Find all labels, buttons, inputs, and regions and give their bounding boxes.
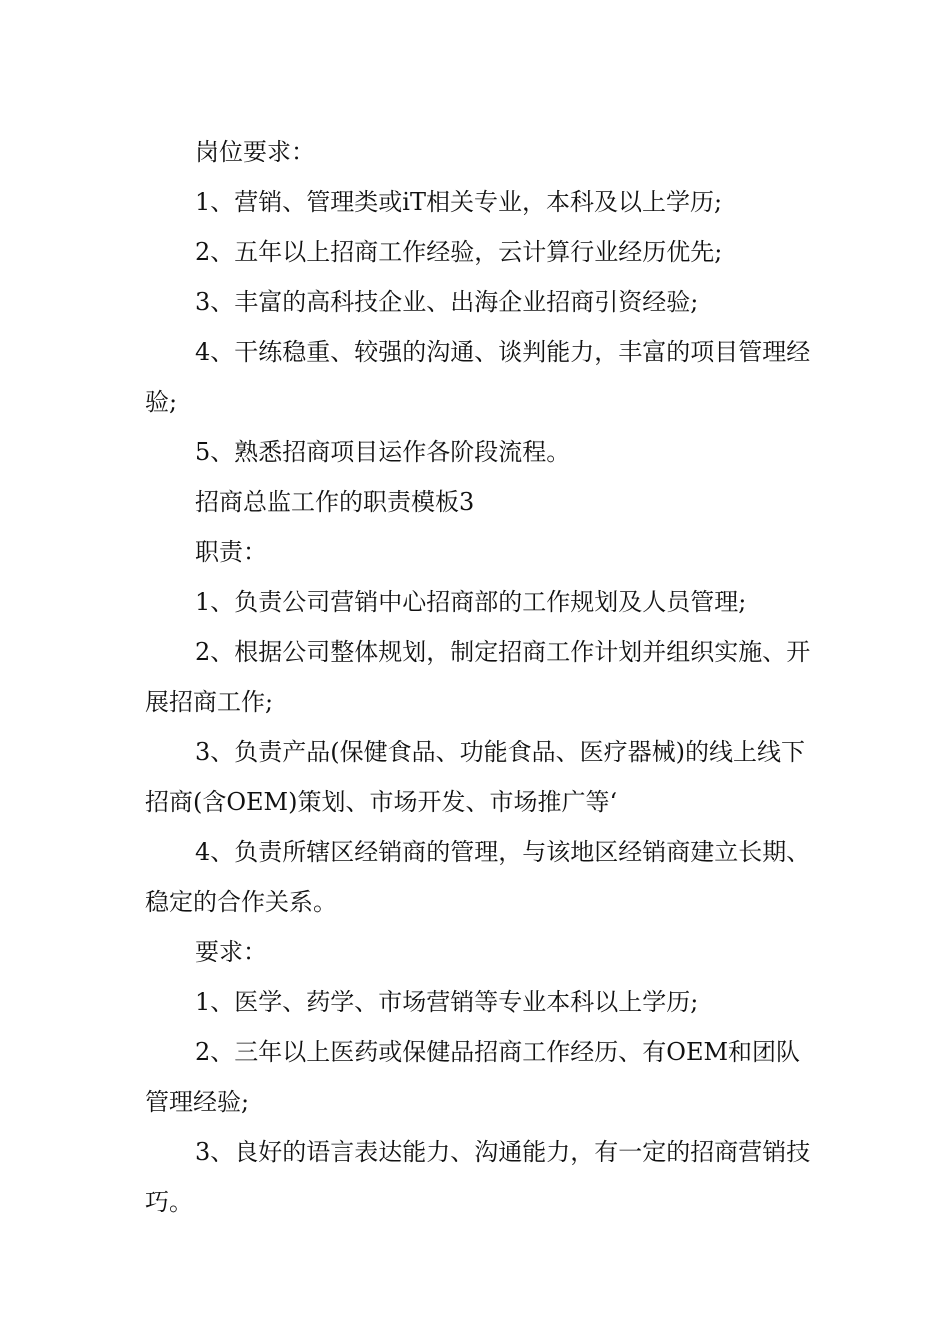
section-heading-requirements: 岗位要求：	[195, 138, 315, 166]
qualification-item-3: 3、良好的语言表达能力、沟通能力，有一定的招商营销技巧。	[145, 1138, 811, 1216]
requirement-item-5: 5、熟悉招商项目运作各阶段流程。	[195, 438, 571, 466]
requirement-item-1: 1、营销、管理类或iT相关专业，本科及以上学历;	[195, 188, 723, 216]
requirement-item-4: 4、干练稳重、较强的沟通、谈判能力，丰富的项目管理经验;	[145, 338, 811, 416]
requirement-item-3: 3、丰富的高科技企业、出海企业招商引资经验;	[195, 288, 699, 316]
section-heading-qualifications: 要求：	[195, 938, 267, 966]
template-title: 招商总监工作的职责模板3	[195, 488, 475, 516]
duty-item-1: 1、负责公司营销中心招商部的工作规划及人员管理;	[195, 588, 747, 616]
section-heading-duties: 职责：	[195, 538, 267, 566]
requirement-item-2: 2、五年以上招商工作经验，云计算行业经历优先;	[195, 238, 723, 266]
duty-item-2: 2、根据公司整体规划，制定招商工作计划并组织实施、开展招商工作;	[145, 638, 811, 716]
duty-item-4: 4、负责所辖区经销商的管理，与该地区经销商建立长期、稳定的合作关系。	[145, 838, 811, 916]
duty-item-3: 3、负责产品(保健食品、功能食品、医疗器械)的线上线下招商(含OEM)策划、市场开发、市场推广等‘	[145, 738, 805, 816]
document-body	[145, 127, 817, 1227]
qualification-item-1: 1、医学、药学、市场营销等专业本科以上学历;	[195, 988, 699, 1016]
qualification-item-2: 2、三年以上医药或保健品招商工作经历、有OEM和团队管理经验;	[145, 1038, 801, 1116]
